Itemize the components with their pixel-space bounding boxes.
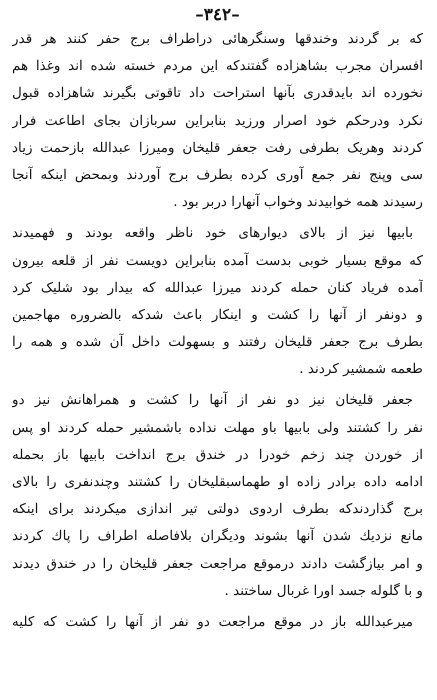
paragraph-2 [12, 220, 423, 383]
text-line: بابیها نیز از بالای دیوارهای خود ناظر واقعه بودند و فهمیدند [12, 225, 413, 242]
text-line: و امر بیازگشت دادند درموقع مراجعت جعفر قلیخان را در خندق دیدند [12, 555, 423, 572]
text-line: و دونفر از آنها را کشت و اینکار باعث شدکه بالضروره مهاجمین [12, 306, 423, 323]
text-line: جعفر قلیخان نیز دو نفر از آنها را کشت و همراهانش نیز دو [12, 392, 413, 409]
text-line: کردند وهریک بطرفی رفت جعفر قلیخان ومیرزا عبدالله بازحمت زیاد [12, 139, 423, 156]
text-line: طعمه شمشیر کردند . [299, 361, 423, 378]
text-line: ادامه داده برادر زاده او طهماسبقلیخان را کشتند وچندنفری را بالای [12, 474, 423, 490]
paragraph-4 [12, 609, 423, 636]
page-number: –٣٤٢– [195, 5, 240, 25]
text-line: مانع نزدیك شدن آنها بشوند ودیگران بلافاصله اطراف را پاك کردند [12, 528, 423, 545]
text-line: که موقع بسیار خوبی بدست آمده بنابراین دویست نفر از قلعه بیرون [12, 252, 423, 269]
text-line: سی وپنج نفر جمع آوری کرده بطرف برج آوردند وبمحض اینکه آنجا [12, 166, 423, 183]
paragraph-3 [12, 387, 423, 605]
text-line: بطرف برج جعفر قلیخان رفتند و بسهولت داخل آن شده و همه را [12, 334, 423, 351]
text-line: و با گلوله جسد اورا غربال ساختند . [224, 582, 423, 599]
text-line: رسیدند همه خوابیدند وخواب آنهارا دربر بود . [173, 194, 423, 211]
paragraph-1 [12, 26, 423, 216]
text-line: نفر را کشتند ولی بابیها باو مهلت نداده باشمشیر حمله کردند او پس [12, 419, 423, 436]
text-line: برج گذاردندکه بطرف اردوی دولتی تیر اندازی میکردند برای اینکه [12, 501, 423, 518]
text-line: میرعبدالله باز در موقع مراجعت دو نفر از آنها را کشت که کلیه [12, 613, 413, 630]
text-line: آمده فریاد کنان حمله کردند میرزا عبدالله که بیدار بود شلیک کرد [12, 279, 423, 296]
text-line: از خوردن چند زخم خودرا در خندق برج انداخت بابیها باز بحمله [12, 446, 423, 463]
text-line: نخورده اند بایدقدری بآنها استراحت داد تاقوتی بگیرند شاهزاده قبول [12, 85, 423, 102]
text-line: نکرد ودرحکم خود اصرار ورزید بنابراین سربازان بجای اطاعت فرار [12, 112, 423, 129]
text-line: که بر گردند وخندقها وسنگرهائی دراطراف برج حفر کنند هر قدر [12, 31, 423, 47]
text-line: افسران مجرب بشاهزاده گفتندکه این مردم خسته شده اند وغذا هم [12, 58, 423, 75]
